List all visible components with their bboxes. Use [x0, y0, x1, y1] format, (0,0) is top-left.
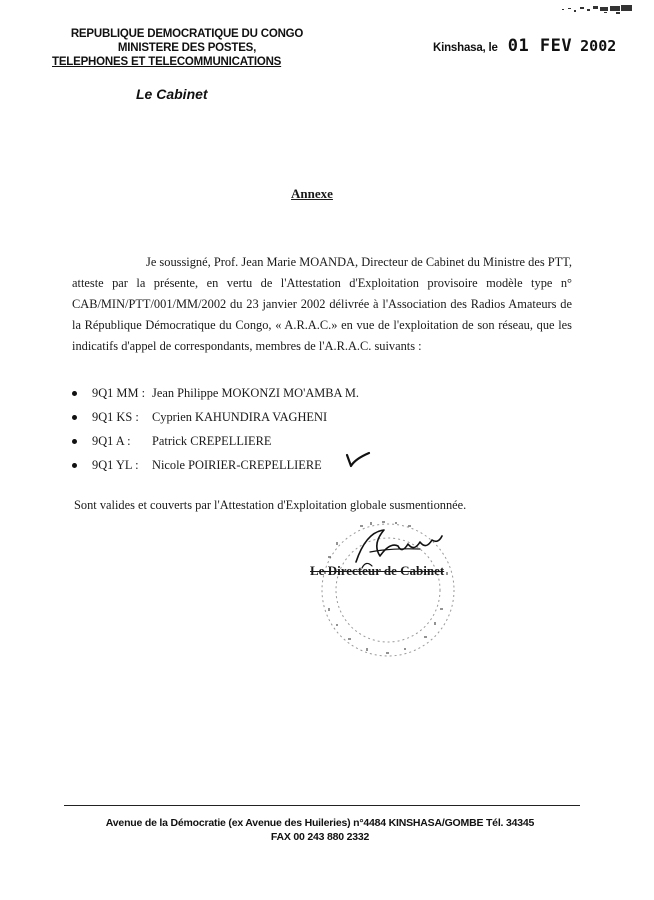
- member-name: Jean Philippe MOKONZI MO'AMBA M.: [152, 386, 360, 400]
- letterhead-ministry-cont: TELEPHONES ET TELECOMMUNICATIONS: [52, 56, 282, 68]
- date-stamp-year: 2002: [580, 37, 617, 55]
- closing-statement: Sont valides et couverts par l'Attestation d'Exploitation globale susmentionnée.: [74, 498, 467, 512]
- letterhead-ministry: MINISTERE DES POSTES,: [117, 42, 257, 54]
- dateline: [433, 36, 616, 56]
- bullet-icon: [72, 463, 77, 468]
- footer: [80, 816, 560, 844]
- document-title: Annexe: [291, 186, 333, 201]
- cabinet-heading: Le Cabinet: [136, 86, 208, 102]
- bullet-icon: [72, 391, 77, 396]
- signatory-title: Le Directeur de Cabinet: [310, 563, 445, 578]
- member-call-sign: 9Q1 KS :: [92, 410, 139, 424]
- bullet-icon: [72, 415, 77, 420]
- footer-address: Avenue de la Démocratie (ex Avenue des Huileries) n°4484 KINSHASA/GOMBE Tél. 34345: [105, 817, 535, 829]
- member-name: Cyprien KAHUNDIRA VAGHENI: [152, 410, 328, 424]
- member-call-sign: 9Q1 YL :: [92, 458, 139, 472]
- body-paragraph-text: Je soussigné, Prof. Jean Marie MOANDA, Directeur de Cabinet du Ministre des PTT, atteste par la présente, en vertu de l'Attestation d'Exploitation provisoire modèle type n° CAB/MIN/PTT/001/MM/2002 du 23 janvier 2002 délivrée à l'Association des Radios Amateurs de la République Démocratique du Congo, « A.R.A.C.» en vue de l'exploitation de son réseau, que les indicatifs d'appel de correspondants, membres de l'A.R.A.C. suivants :: [72, 255, 572, 353]
- handwritten-checkmark-icon: [345, 449, 371, 469]
- footer-divider: [64, 805, 580, 806]
- scan-noise: [560, 4, 634, 16]
- member-call-sign: 9Q1 A :: [92, 434, 131, 448]
- date-place: Kinshasa, le: [433, 42, 498, 54]
- footer-fax: FAX 00 243 880 2332: [270, 831, 370, 843]
- body-paragraph: [72, 252, 572, 357]
- letterhead-country: REPUBLIQUE DEMOCRATIQUE DU CONGO: [70, 28, 304, 40]
- member-call-sign: 9Q1 MM :: [92, 386, 146, 400]
- member-name: Patrick CREPELLIERE: [152, 434, 272, 448]
- letterhead: [52, 27, 322, 69]
- date-stamp-day-month: 01 FEV: [507, 36, 573, 56]
- member-name: Nicole POIRIER-CREPELLIERE: [152, 458, 322, 472]
- bullet-icon: [72, 439, 77, 444]
